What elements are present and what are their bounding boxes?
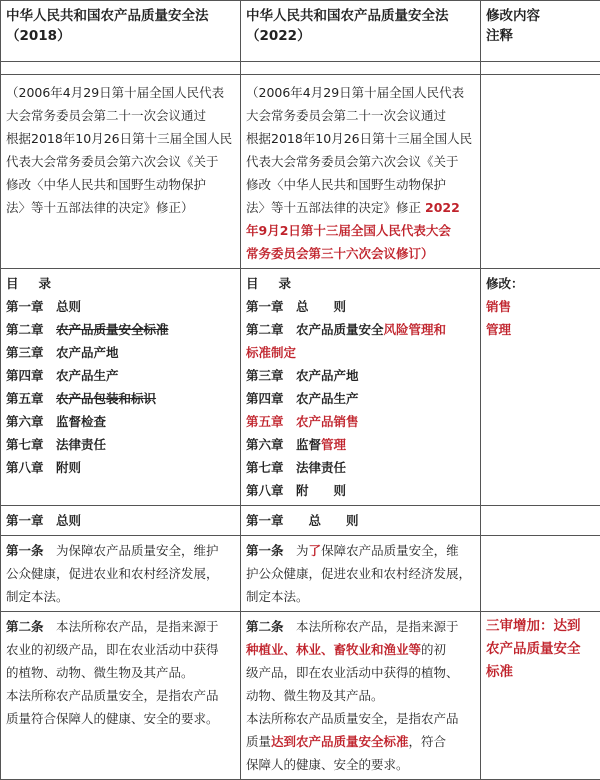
toc-note-item: 销售 bbox=[486, 299, 512, 314]
preamble-line: （2006年4月29日第十届全国人民代表 bbox=[246, 85, 465, 100]
toc-note-title: 修改： bbox=[486, 276, 524, 291]
article-label: 第二条 bbox=[6, 619, 44, 634]
article-label: 第一条 bbox=[6, 543, 44, 558]
article2-notes bbox=[481, 612, 600, 780]
chapter1-2022: 第一章 总 则 bbox=[241, 506, 481, 536]
preamble-line: 大会常务委员会第二十一次会议通过 bbox=[6, 108, 207, 123]
header-notes-sub: 注释 bbox=[486, 28, 513, 44]
article1-2018: 第一条 为保障农产品质量安全，维护 公众健康，促进农业和农村经济发展， 制定本法。 bbox=[1, 536, 241, 612]
preamble-line: 根据2018年10月26日第十三届全国人民 bbox=[246, 131, 473, 146]
preamble-line: 修改〈中华人民共和国野生动物保护 bbox=[6, 177, 207, 192]
toc-item: 第四章 农产品生产 bbox=[246, 391, 359, 406]
toc-2018 bbox=[1, 269, 241, 506]
toc-item: 第三章 农产品产地 bbox=[246, 368, 359, 383]
preamble-line: （2006年4月29日第十届全国人民代表 bbox=[6, 85, 225, 100]
spacer-row bbox=[1, 62, 600, 75]
amendment-line: 常务委员会第三十六次会议修订） bbox=[246, 246, 434, 261]
preamble-row bbox=[1, 75, 600, 269]
preamble-text: 法〉等十五部法律的决定》修正 bbox=[246, 200, 422, 215]
toc-item: 第八章 附 则 bbox=[246, 483, 347, 498]
toc-item: 第一章 总则 bbox=[6, 299, 82, 314]
article-label: 第二条 bbox=[246, 619, 284, 634]
toc-item: 第六章 监督检查 bbox=[6, 414, 107, 429]
preamble-line bbox=[246, 196, 475, 219]
header-2018-year: （2018） bbox=[6, 28, 71, 44]
toc-item: 第五章 农产品包装和标识 bbox=[6, 391, 157, 406]
article2-row bbox=[1, 612, 600, 780]
preamble-2022 bbox=[241, 75, 481, 269]
header-notes-title: 修改内容 bbox=[486, 8, 540, 24]
header-2022 bbox=[241, 1, 481, 62]
preamble-line: 修改〈中华人民共和国野生动物保护 bbox=[246, 177, 447, 192]
header-2022-title: 中华人民共和国农产品质量安全法 bbox=[246, 8, 449, 24]
toc-title: 目 录 bbox=[6, 276, 52, 291]
chapter1-2018: 第一章 总则 bbox=[1, 506, 241, 536]
header-2022-year: （2022） bbox=[246, 28, 311, 44]
revision-note: 标准 bbox=[486, 664, 513, 680]
article1-row bbox=[1, 536, 600, 612]
revision-note: 三审增加：达到 bbox=[486, 618, 581, 634]
toc-item: 第五章 农产品销售 bbox=[246, 414, 359, 429]
preamble-line: 代表大会常务委员会第六次会议《关于 bbox=[246, 154, 459, 169]
toc-item: 第二章 农产品质量安全风险管理和 bbox=[246, 322, 447, 337]
toc-title: 目 录 bbox=[246, 276, 292, 291]
preamble-line: 代表大会常务委员会第六次会议《关于 bbox=[6, 154, 219, 169]
article1-notes bbox=[481, 536, 600, 612]
toc-row bbox=[1, 269, 600, 506]
toc-item: 第六章 监督管理 bbox=[246, 437, 347, 452]
toc-notes bbox=[481, 269, 600, 506]
article2-2022: 第二条 本法所称农产品，是指来源于 种植业、林业、畜牧业和渔业等的初 级产品，即在农业活动中获得的植物、 动物、微生物及其产品。 本法所称农产品质量安全，是指农产品 质量达到农产品质量安全标准，符合 保障人的健康、安全的要求。 bbox=[241, 612, 481, 780]
preamble-2018 bbox=[1, 75, 241, 269]
toc-item: 第一章 总 则 bbox=[246, 299, 347, 314]
header-2018 bbox=[1, 1, 241, 62]
header-notes bbox=[481, 1, 600, 62]
toc-item-cont: 标准制定 bbox=[246, 345, 297, 360]
toc-item: 第七章 法律责任 bbox=[6, 437, 107, 452]
preamble-line: 大会常务委员会第二十一次会议通过 bbox=[246, 108, 447, 123]
toc-item: 第四章 农产品生产 bbox=[6, 368, 119, 383]
preamble-notes bbox=[481, 75, 600, 269]
preamble-line: 根据2018年10月26日第十三届全国人民 bbox=[6, 131, 233, 146]
chapter1-notes bbox=[481, 506, 600, 536]
header-2018-title: 中华人民共和国农产品质量安全法 bbox=[6, 8, 209, 24]
revision-note: 农产品质量安全 bbox=[486, 641, 581, 657]
toc-item: 第八章 附则 bbox=[6, 460, 82, 475]
amendment-line: 年9月2日第十三届全国人民代表大会 bbox=[246, 223, 451, 238]
article-label: 第一条 bbox=[246, 543, 284, 558]
amendment-year: 2022 bbox=[425, 200, 460, 215]
toc-note-item: 管理 bbox=[486, 322, 512, 337]
preamble-line: 法〉等十五部法律的决定》修正） bbox=[6, 200, 194, 215]
toc-item: 第七章 法律责任 bbox=[246, 460, 347, 475]
article1-2022: 第一条 为了保障农产品质量安全，维 护公众健康，促进农业和农村经济发展， 制定本法。 bbox=[241, 536, 481, 612]
toc-item: 第三章 农产品产地 bbox=[6, 345, 119, 360]
toc-2022 bbox=[241, 269, 481, 506]
article2-2018: 第二条 本法所称农产品，是指来源于 农业的初级产品，即在农业活动中获得 的植物、动物、微生物及其产品。 本法所称农产品质量安全，是指农产品 质量符合保障人的健康、安全的要求。 bbox=[1, 612, 241, 780]
chapter1-row bbox=[1, 506, 600, 536]
header-row bbox=[1, 1, 600, 62]
toc-item: 第二章 农产品质量安全标准 bbox=[6, 322, 169, 337]
